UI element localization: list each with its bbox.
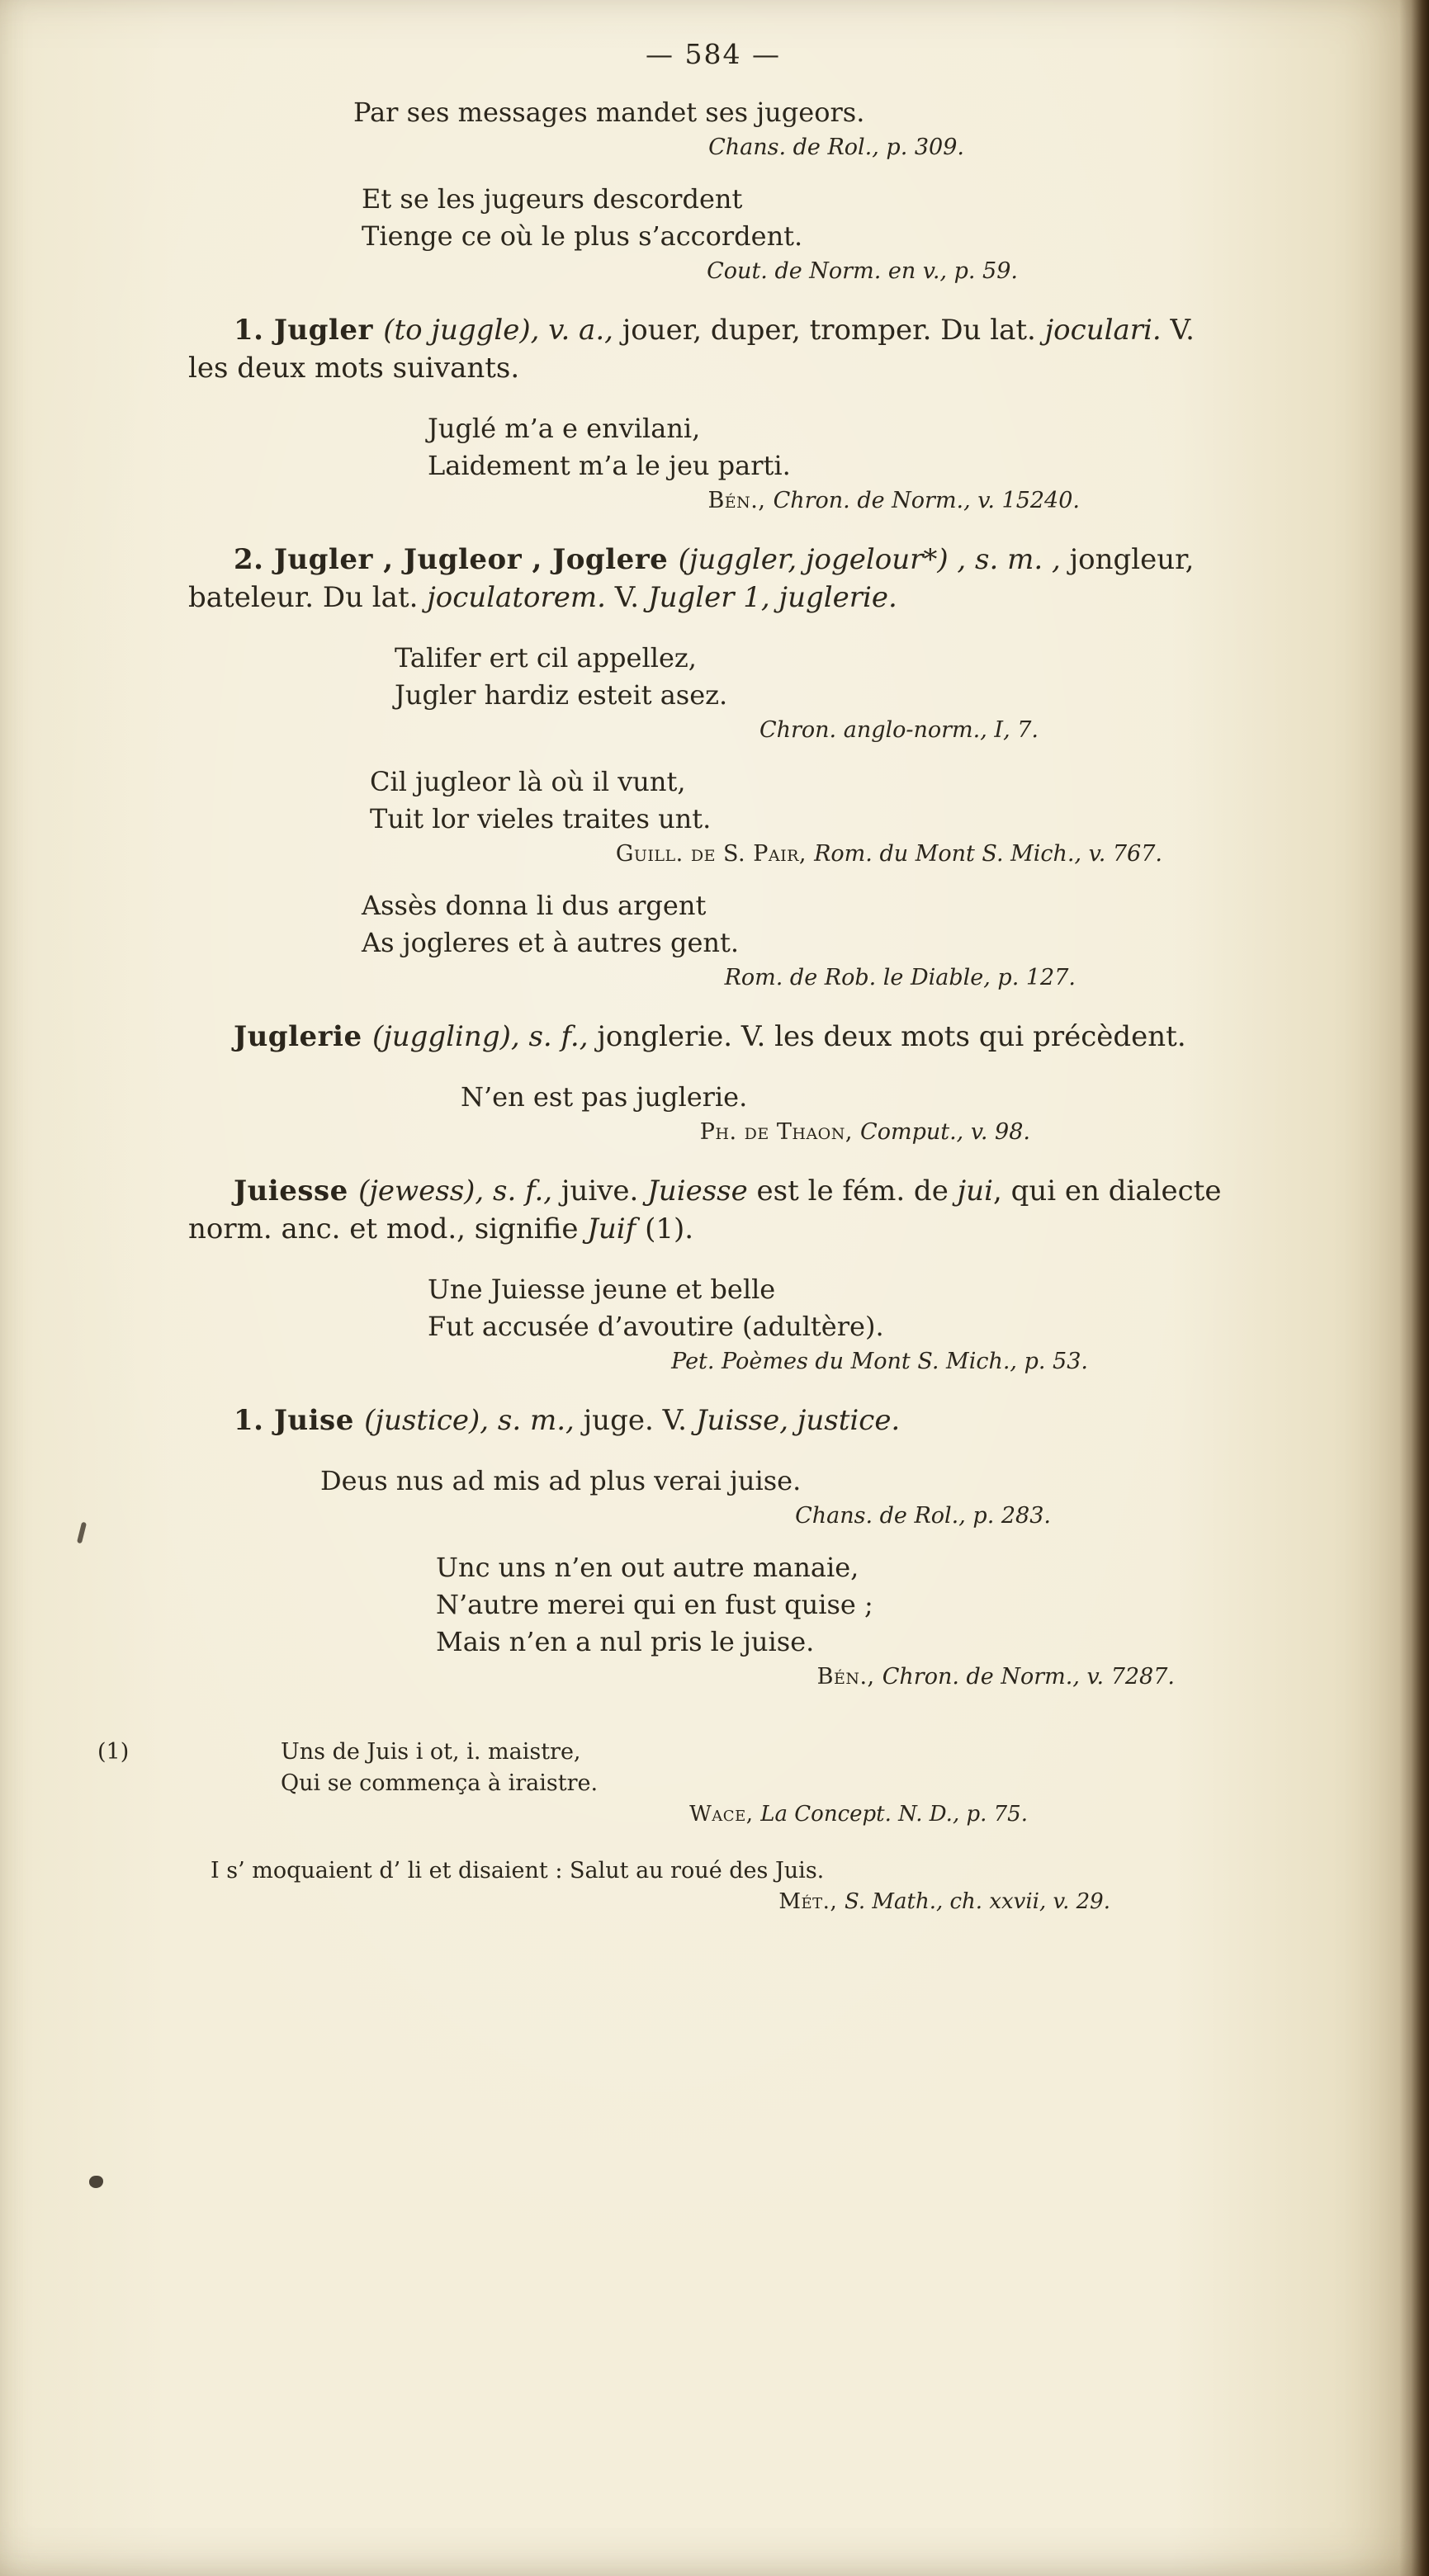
citation (428, 1345, 1088, 1378)
citation-author: Bén., (816, 1664, 882, 1690)
citation (436, 1661, 1175, 1694)
citation (370, 838, 1162, 871)
page-content (97, 36, 1238, 1917)
entry-word: Juif (587, 1212, 636, 1245)
citation-source: Chans. de Rol., p. 309. (708, 135, 964, 160)
entry-text: V. (605, 581, 648, 614)
entry-translation: (juggler, jogelour*) , s. m. , (678, 543, 1061, 576)
verse-quote (461, 1079, 1030, 1149)
ink-smudge (89, 2176, 103, 2188)
footnote-verse-block (97, 1737, 1238, 1829)
entry-jugler-2 (188, 541, 1238, 617)
citation-source: Rom. de Rob. le Diable, p. 127. (724, 965, 1076, 990)
entry-headword: Juglerie (234, 1020, 372, 1053)
citation-source: Comput., v. 98. (860, 1119, 1030, 1145)
page-binding-shadow (1399, 0, 1429, 2576)
verse-line: Talifer ert cil appellez, (395, 642, 697, 674)
entry-headword: 1. Juise (234, 1404, 365, 1437)
citation (320, 1500, 1051, 1533)
citation-source: Chron. de Norm., v. 7287. (882, 1664, 1175, 1690)
entry-juglerie (188, 1018, 1238, 1056)
footnote (97, 1737, 1238, 1917)
entry-word: jui (957, 1175, 993, 1208)
footnote-ref: (1). (636, 1212, 694, 1245)
entry-headword: Juiesse (234, 1175, 359, 1208)
citation (461, 1116, 1030, 1149)
footnote-paragraph (211, 1855, 1110, 1917)
entry-translation: (jewess), s. f., (358, 1175, 553, 1208)
citation (362, 255, 1018, 288)
verse-line: Tienge ce où le plus s’accordent. (362, 220, 803, 252)
entry-headword: 2. Jugler , Jugleor , Joglere (234, 543, 679, 576)
entry-definition: jouer, duper, tromper. Du lat. (613, 314, 1045, 347)
verse-line: Qui se commença à iraistre. (281, 1770, 599, 1796)
citation-author: Ph. de Thaon, (699, 1119, 861, 1145)
citation (362, 962, 1076, 995)
verse-quote (428, 410, 1080, 518)
entry-text: , qui en dialecte norm. anc. et mod., signifie (188, 1175, 1222, 1245)
entry-crossref: Jugler 1, juglerie. (647, 581, 897, 614)
entry-etymon: joculari. (1044, 314, 1162, 347)
verse-quote (353, 94, 964, 164)
entry-jugler-1 (188, 311, 1238, 387)
verse-quote (362, 181, 1018, 288)
entry-headword: 1. Jugler (234, 314, 384, 347)
footnote-verse (281, 1737, 1028, 1829)
citation-source: S. Math., ch. xxvii, v. 29. (844, 1889, 1110, 1914)
entry-juise-1 (188, 1401, 1238, 1439)
verse-line: Assès donna li dus argent (362, 890, 707, 921)
verse-line: Uns de Juis i ot, i. maistre, (281, 1739, 581, 1765)
entry-crossref: Juisse, justice. (695, 1404, 901, 1437)
verse-line: Cil jugleor là où il vunt, (370, 766, 686, 797)
verse-line: Et se les jugeurs descordent (362, 183, 743, 215)
entry-definition: juive. (552, 1175, 648, 1208)
verse-line: Laidement m’a le jeu parti. (428, 450, 791, 481)
verse-quote (370, 763, 1162, 871)
verse-line: Par ses messages mandet ses jugeors. (353, 97, 865, 128)
verse-line: Fut accusée d’avoutire (adultère). (428, 1311, 884, 1342)
footnote-line: I s’ moquaient d’ li et disaient : Salut au roué des Juis. (211, 1858, 825, 1884)
verse-quote (436, 1549, 1175, 1694)
verse-quote (320, 1463, 1051, 1533)
citation-source: Chron. anglo-norm., I, 7. (759, 717, 1039, 743)
entry-definition: jongleur, bateleur. Du lat. (188, 543, 1195, 614)
page-number: — 584 — (646, 38, 781, 70)
citation-source: Pet. Poèmes du Mont S. Mich., p. 53. (671, 1349, 1088, 1374)
verse-quote (428, 1271, 1088, 1378)
entry-text: est le fém. de (747, 1175, 958, 1208)
citation (353, 131, 964, 164)
verse-line: As jogleres et à autres gent. (362, 927, 740, 958)
citation (428, 484, 1080, 518)
entry-juiesse (188, 1172, 1238, 1248)
citation-source: Rom. du Mont S. Mich., v. 767. (814, 841, 1162, 867)
entry-definition: jonglerie. V. les deux mots qui précèdent. (588, 1020, 1186, 1053)
verse-line: Jugler hardiz esteit asez. (395, 679, 728, 711)
citation (281, 1799, 1028, 1829)
verse-line: N’autre merei qui en fust quise ; (436, 1589, 873, 1620)
entry-word: Juiesse (647, 1175, 748, 1208)
verse-line: Deus nus ad mis ad plus verai juise. (320, 1465, 802, 1496)
citation (211, 1887, 1110, 1917)
entry-translation: (juggling), s. f., (371, 1020, 589, 1053)
citation-author: Guill. de S. Pair, (615, 841, 815, 867)
entry-definition: juge. V. (574, 1404, 696, 1437)
entry-translation: (justice), s. m., (364, 1404, 575, 1437)
entry-crossref: V. les deux mots suivants. (188, 314, 1195, 385)
citation-source: Chans. de Rol., p. 283. (795, 1503, 1051, 1529)
citation-author: Wace, (689, 1802, 761, 1827)
footnote-marker: (1) (97, 1739, 130, 1765)
verse-line: Tuit lor vieles traites unt. (370, 803, 712, 834)
citation (395, 714, 1039, 747)
citation-source: Cout. de Norm. en v., p. 59. (707, 258, 1018, 284)
ink-smudge (77, 1522, 87, 1544)
verse-quote (395, 640, 1039, 747)
citation-author: Mét., (778, 1889, 845, 1914)
citation-source: Chron. de Norm., v. 15240. (773, 488, 1080, 513)
citation-author: Bén., (707, 488, 774, 513)
verse-line: Mais n’en a nul pris le juise. (436, 1626, 815, 1657)
verse-line: Juglé m’a e envilani, (428, 413, 701, 444)
verse-quote (362, 887, 1076, 995)
citation-source: La Concept. N. D., p. 75. (760, 1802, 1028, 1827)
verse-line: N’en est pas juglerie. (461, 1081, 748, 1113)
entry-translation: (to juggle), v. a., (383, 314, 613, 347)
entry-etymon: joculatorem. (427, 581, 606, 614)
verse-line: Unc uns n’en out autre manaie, (436, 1552, 859, 1583)
verse-line: Une Juiesse jeune et belle (428, 1274, 776, 1305)
